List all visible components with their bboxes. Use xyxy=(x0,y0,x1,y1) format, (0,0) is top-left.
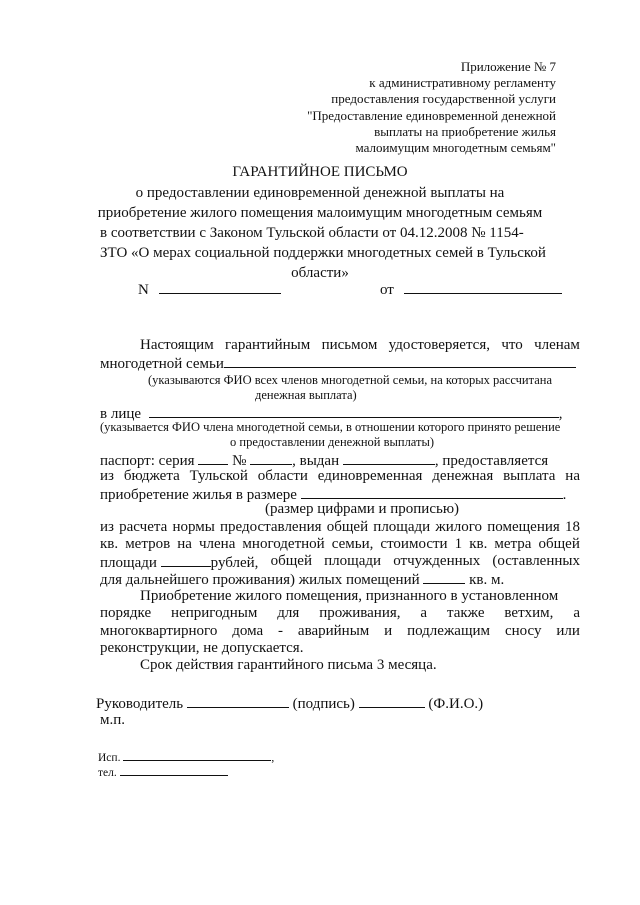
word: денежная xyxy=(432,468,494,484)
signature-line xyxy=(96,695,483,712)
passport-line xyxy=(100,452,548,469)
word: сносу xyxy=(504,623,542,639)
paragraph-line xyxy=(100,469,580,484)
price-field xyxy=(100,554,258,571)
word: порядке xyxy=(100,605,152,621)
paragraph-line xyxy=(100,520,580,535)
word: нормы xyxy=(172,519,215,535)
word: области xyxy=(257,468,308,484)
validity-line: Срок действия гарантийного письма 3 месяца. xyxy=(140,657,437,673)
amount-note: (размер цифрами и прописью) xyxy=(265,501,460,517)
sign-label: (подпись) xyxy=(292,696,355,712)
word: метров xyxy=(125,536,171,552)
paragraph-line: Приобретение жилого помещения, признанного в установленном xyxy=(140,588,559,604)
word: жилого xyxy=(435,519,483,535)
passport-issued-blank[interactable] xyxy=(343,452,435,465)
word: проживания, xyxy=(319,605,401,621)
area-label: для дальнейшего проживания) жилых помещений xyxy=(100,572,420,588)
word: площади xyxy=(373,519,431,535)
word: для xyxy=(277,605,300,621)
word: многоквартирного xyxy=(100,623,218,639)
word: предоставления xyxy=(220,519,322,535)
executor-field xyxy=(98,750,274,765)
word: кв. xyxy=(100,536,119,552)
word: аварийным xyxy=(297,623,370,639)
word: члена xyxy=(198,536,236,552)
word: стоимости xyxy=(380,536,448,552)
stamp-label: м.п. xyxy=(100,712,126,728)
phone-label: тел. xyxy=(98,767,117,779)
word: семьи, xyxy=(331,536,374,552)
word: или xyxy=(556,623,580,639)
word: бюджета xyxy=(123,468,180,484)
word: рублей, xyxy=(210,555,259,571)
number-field xyxy=(138,281,281,298)
word: помещения xyxy=(487,519,560,535)
word: а xyxy=(573,605,580,621)
word: (оставленных xyxy=(492,553,580,569)
period: . xyxy=(562,487,567,503)
word: - xyxy=(278,623,284,639)
word: из xyxy=(100,468,114,484)
word: письмом xyxy=(321,337,378,353)
word: на xyxy=(177,536,192,552)
word: на xyxy=(565,468,580,484)
fio-label: (Ф.И.О.) xyxy=(428,696,484,712)
word: кв. xyxy=(469,536,488,552)
executor-label: Исп. xyxy=(98,752,121,764)
word: удостоверяется, xyxy=(388,337,490,353)
word: из xyxy=(100,519,114,535)
appendix-line: "Предоставление единовременной денежной xyxy=(307,108,556,123)
number-label: N xyxy=(138,282,149,298)
appendix-line: предоставления государственной услуги xyxy=(331,91,556,106)
word: гарантийным xyxy=(225,337,311,353)
word: Настоящим xyxy=(140,337,214,353)
word: непригодным xyxy=(171,605,258,621)
paragraph-line xyxy=(140,338,580,353)
passport-number-label: № xyxy=(232,453,247,469)
passport-number-blank[interactable] xyxy=(250,452,292,465)
paragraph-line xyxy=(100,537,580,552)
phone-blank[interactable] xyxy=(120,765,228,776)
word: что xyxy=(501,337,523,353)
paragraph-line xyxy=(100,606,580,621)
word: единовременная xyxy=(317,468,423,484)
appendix-line: к административному регламенту xyxy=(369,75,556,90)
date-field xyxy=(380,281,562,298)
appendix-number: Приложение № 7 xyxy=(460,59,556,74)
paragraph-line xyxy=(100,624,580,639)
word: общей xyxy=(326,519,369,535)
number-blank[interactable] xyxy=(159,281,281,294)
paragraph-line xyxy=(100,554,580,571)
word: и xyxy=(384,623,393,639)
word: выплата xyxy=(503,468,556,484)
person-blank[interactable] xyxy=(149,405,559,418)
person-note: о предоставлении денежной выплаты) xyxy=(230,435,435,449)
amount-blank[interactable] xyxy=(301,486,563,499)
word: многодетной xyxy=(242,536,325,552)
appendix-line: выплаты на приобретение жилья xyxy=(374,124,556,139)
title-line: ЗТО «О мерах социальной поддержки многодетных семей в Тульской xyxy=(100,245,546,261)
paragraph-line: реконструкции, не допускается. xyxy=(100,640,304,656)
phone-field xyxy=(98,765,228,780)
word: площади xyxy=(100,555,157,571)
family-note: (указываются ФИО всех членов многодетной семьи, на которых рассчитана xyxy=(148,373,553,387)
word: площади xyxy=(324,553,382,569)
appendix-line: малоимущим многодетным семьям" xyxy=(355,140,556,155)
person-note: (указывается ФИО члена многодетной семьи, в отношении которого принято решение xyxy=(100,420,561,434)
family-note: денежная выплата) xyxy=(255,388,357,402)
head-blank[interactable] xyxy=(187,695,289,708)
word: подлежащим xyxy=(407,623,491,639)
area-blank[interactable] xyxy=(423,571,465,584)
area-unit: кв. м. xyxy=(469,572,505,588)
word: Тульской xyxy=(189,468,248,484)
word: отчужденных xyxy=(393,553,481,569)
comma: , xyxy=(558,406,563,422)
date-blank[interactable] xyxy=(404,281,562,294)
passport-issued-label: , выдан xyxy=(292,453,340,469)
executor-blank[interactable] xyxy=(123,750,271,761)
word: ветхим, xyxy=(504,605,554,621)
word: 18 xyxy=(564,519,580,535)
document-title: ГАРАНТИЙНОЕ ПИСЬМО xyxy=(232,164,408,180)
date-label: от xyxy=(380,282,394,298)
passport-series-blank[interactable] xyxy=(198,452,228,465)
title-line: о предоставлении единовременной денежной выплаты на xyxy=(135,185,505,201)
word: метра xyxy=(494,536,532,552)
word: а xyxy=(420,605,428,621)
person-label: в лице xyxy=(100,406,142,422)
family-blank[interactable] xyxy=(224,355,576,368)
title-line: области» xyxy=(291,265,349,281)
family-label: многодетной семьи xyxy=(100,356,224,372)
title-line: в соответствии с Законом Тульской области от 04.12.2008 № 1154- xyxy=(100,225,524,241)
word: также xyxy=(447,605,485,621)
family-field xyxy=(100,355,576,372)
amount-label: приобретение жилья в размере xyxy=(100,487,297,503)
word: членам xyxy=(534,337,580,353)
sign-blank[interactable] xyxy=(359,695,425,708)
area-field xyxy=(100,571,504,588)
word: общей xyxy=(270,553,312,569)
comma: , xyxy=(271,752,275,764)
passport-series-label: паспорт: серия xyxy=(100,453,195,469)
title-line: приобретение жилого помещения малоимущим многодетным семьям xyxy=(97,205,543,221)
passport-end: , предоставляется xyxy=(434,453,549,469)
word: дома xyxy=(232,623,264,639)
head-label: Руководитель xyxy=(96,696,184,712)
word: 1 xyxy=(454,536,463,552)
price-blank[interactable] xyxy=(161,554,211,567)
word: расчета xyxy=(119,519,168,535)
word: общей xyxy=(538,536,580,552)
